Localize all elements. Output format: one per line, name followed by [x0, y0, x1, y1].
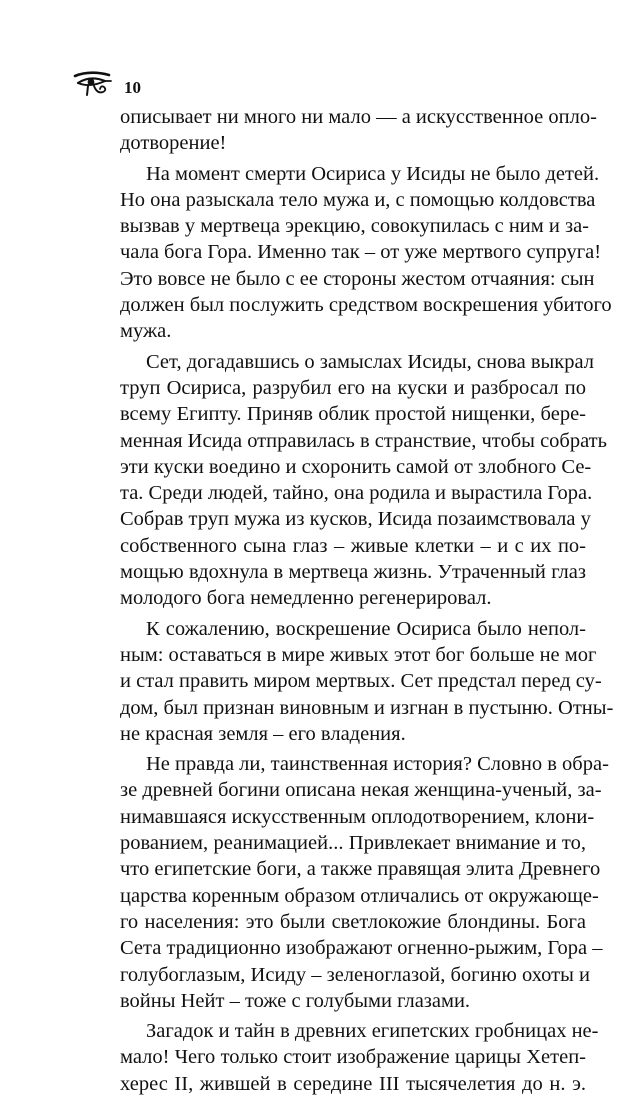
body-text — [120, 104, 614, 1101]
text-line: чала бога Гора. Именно так – от уже мертвого супруга! — [120, 241, 602, 264]
text-line: мало! Чего только стоит изображение царицы Хетеп- — [120, 1046, 586, 1069]
text-line: всему Египту. Приняв облик простой нищенки, бере- — [120, 403, 586, 426]
paragraph — [120, 349, 607, 612]
text-line: эти куски воедино и схоронить самой от злобного Се- — [120, 455, 592, 478]
paragraph — [120, 104, 597, 157]
text-line: Это вовсе не было с ее стороны жестом отчаяния: сын — [120, 267, 595, 290]
text-line: и стал править миром мертвых. Сет предстал перед су- — [120, 670, 602, 693]
text-line: вызвав у мертвеца эрекцию, совокупилась с ним и за- — [120, 215, 589, 238]
text-line: не красная земля – его владения. — [120, 722, 406, 745]
text-line: Не правда ли, таинственная история? Словно в обра- — [146, 753, 609, 776]
paragraph — [120, 161, 612, 345]
text-line: должен был послужить средством воскрешения убитого — [120, 294, 612, 317]
text-line: Загадок и тайн в древних египетских гробницах не- — [146, 1020, 599, 1043]
text-line: та. Среди людей, тайно, она родила и вырастила Гора. — [120, 482, 593, 505]
paragraph — [120, 1018, 599, 1097]
text-line: Сет, догадавшись о замыслах Исиды, снова выкрал — [146, 350, 594, 373]
paragraph — [120, 751, 609, 1014]
text-line: дотворение! — [120, 132, 227, 155]
text-line: На момент смерти Осириса у Исиды не было детей. — [146, 162, 600, 185]
text-line: Собрав труп мужа из кусков, Исида позаимствовала у — [120, 508, 591, 531]
text-line: зе древней богини описана некая женщина-ученый, за- — [120, 779, 602, 802]
text-line: мужа. — [120, 320, 172, 343]
text-line: ным: оставаться в мире живых этот бог больше не мог — [120, 643, 597, 666]
running-header — [72, 66, 141, 102]
paragraph — [120, 616, 614, 747]
text-line: менная Исида отправилась в странствие, чтобы собрать — [120, 429, 607, 452]
text-line: Сета традиционно изображают огненно-рыжим, Гора – — [120, 937, 603, 960]
text-line: голубоглазым, Исиду – зеленоглазой, богиню охоты и — [120, 963, 590, 986]
text-line: труп Осириса, разрубил его на куски и разбросал по — [120, 376, 586, 399]
text-line: царства коренным образом отличались от окружающе- — [120, 884, 599, 907]
text-line: описывает ни много ни мало — а искусственное опло- — [120, 106, 597, 128]
text-line: мощью вдохнула в мертвеца жизнь. Утраченный глаз — [120, 561, 586, 584]
text-line: херес II, жившей в середине III тысячелетия до н. э. — [120, 1072, 586, 1095]
page-number: 10 — [124, 77, 141, 97]
text-line: го населения: это были светлокожие блондины. Бога — [120, 910, 586, 933]
text-line: рованием, реанимацией... Привлекает внимание и то, — [120, 832, 586, 855]
text-line: Но она разыскала тело мужа и, с помощью колдовства — [120, 188, 596, 211]
text-line: дом, был признан виновным и изгнан в пустыню. Отны- — [120, 696, 614, 719]
text-line: К сожалению, воскрешение Осириса было непол- — [146, 617, 586, 640]
text-line: войны Нейт – тоже с голубыми глазами. — [120, 989, 471, 1012]
text-line: нимавшаяся искусственным оплодотворением, клони- — [120, 805, 595, 828]
eye-of-horus-icon — [72, 71, 112, 97]
text-line: молодого бога немедленно регенерировал. — [120, 587, 492, 610]
text-line: что египетские боги, а также правящая элита Древнего — [120, 858, 601, 881]
text-line: собственного сына глаз – живые клетки – и с их по- — [120, 534, 586, 557]
